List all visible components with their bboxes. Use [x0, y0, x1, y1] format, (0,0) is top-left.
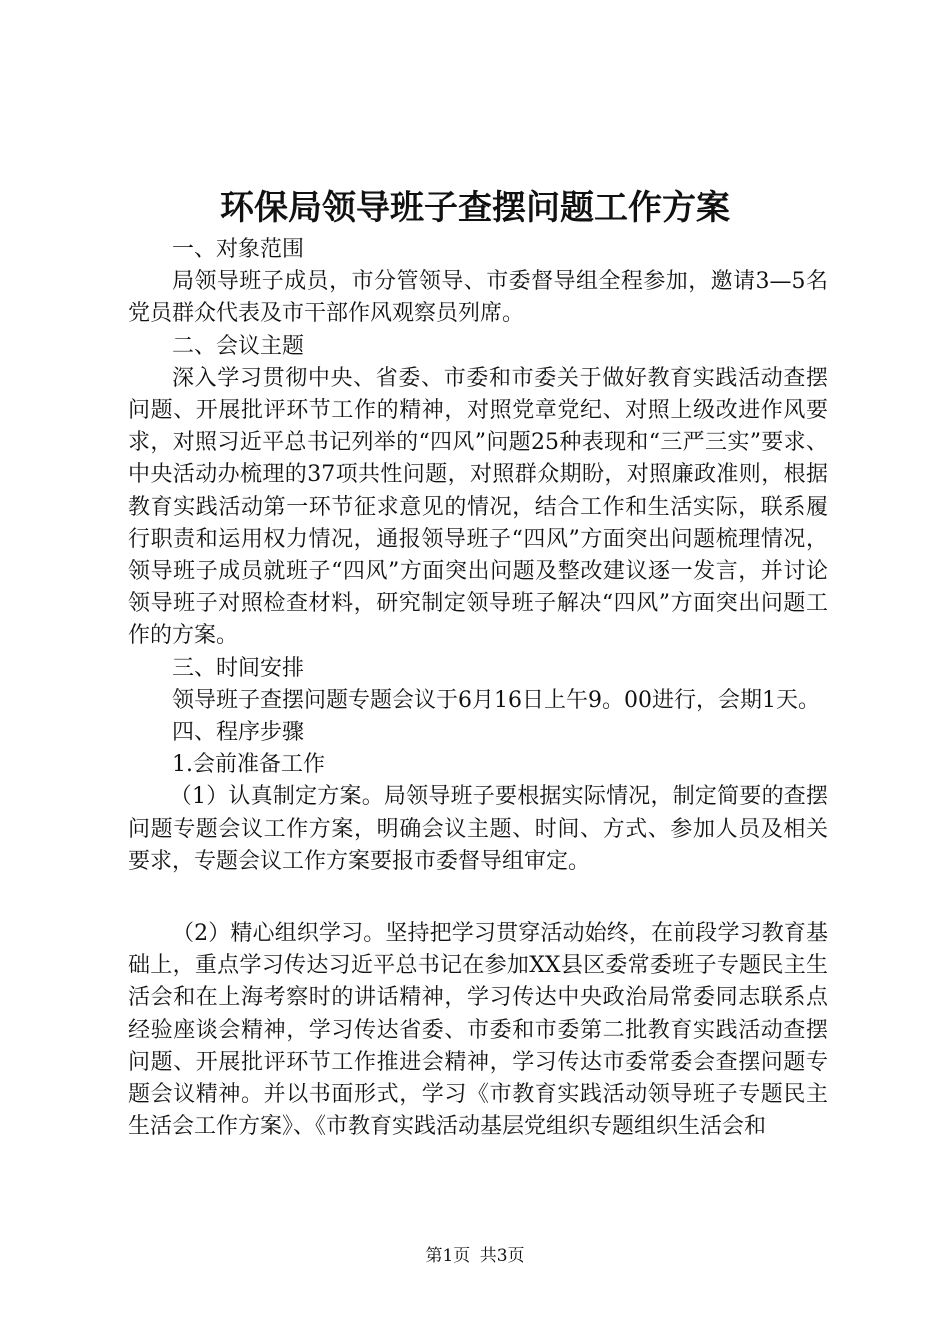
document-title: 环保局领导班子查摆问题工作方案 — [220, 188, 730, 228]
section-heading-theme: 二、会议主题 — [172, 333, 305, 359]
section-heading-scope: 一、对象范围 — [172, 237, 305, 262]
paragraph-item-1: （1）认真制定方案。局领导班子要根据实际情况，制定简要的查摆问题专题会议工作方案，明确会议主题、时间、方式、参加人员及相关要求，专题会议工作方案要报市委督导组审定。 — [128, 784, 828, 874]
paragraph-gap — [128, 878, 828, 918]
section-heading-procedure: 四、程序步骤 — [172, 720, 305, 746]
paragraph-theme: 深入学习贯彻中央、省委、市委和市委关于做好教育实践活动查摆问题、开展批评环节工作的精神，对照党章党纪、对照上级改进作风要求，对照习近平总书记列举的“四风”问题25种表现和“三严三实”要求、中央活动办梳理的37项共性问题，对照群众期盼，对照廉政准则，根据教育实践活动第一环节征求意见的情况，结合工作和生活实际，联系履行职责和运用权力情况，通报领导班子“四风”方面突出问题梳理情况，领导班子成员就班子“四风”方面突出问题及整改建议逐一发言，并讨论领导班子对照检查材料，研究制定领导班子解决“四风”方面突出问题工作的方案。 — [128, 365, 828, 649]
page-total: 共3页 — [479, 1246, 525, 1266]
page-number: 第1页 — [425, 1246, 471, 1266]
page-footer — [0, 1244, 950, 1268]
paragraph-item-2: （2）精心组织学习。坚持把学习贯穿活动始终，在前段学习教育基础上，重点学习传达习近平总书记在参加XX县区委常委班子专题民主生活会和在上海考察时的讲话精神，学习传达中央政治局常委同志联系点经验座谈会精神，学习传达省委、市委和市委第二批教育实践活动查摆问题、开展批评环节工作推进会精神，学习传达市委常委会查摆问题专题会议精神。并以书面形式，学习《市教育实践活动领导班子专题民主生活会工作方案》、《市教育实践活动基层党组织专题组织生活会和 — [128, 921, 828, 1140]
subheading-preparation: 1.会前准备工作 — [172, 752, 325, 778]
paragraph-scope: 局领导班子成员，市分管领导、市委督导组全程参加，邀请3—5名党员群众代表及市干部作风观察员列席。 — [128, 269, 828, 327]
paragraph-schedule: 领导班子查摆问题专题会议于6月16日上午9。00进行，会期1天。 — [172, 687, 820, 713]
section-heading-schedule: 三、时间安排 — [172, 655, 305, 681]
document-body — [128, 234, 828, 1143]
